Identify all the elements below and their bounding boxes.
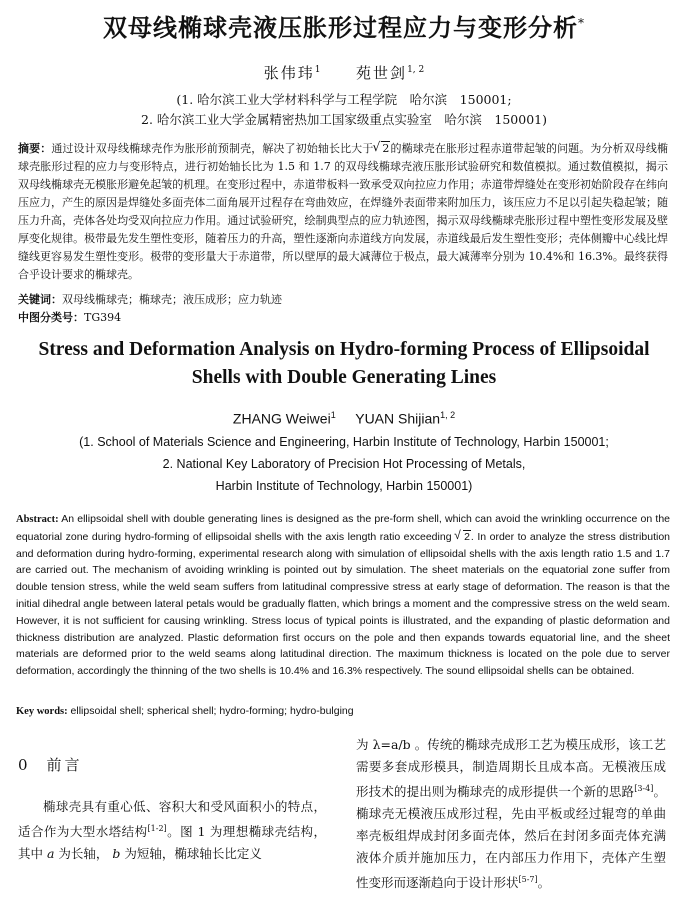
chinese-authors: 张伟玮$^1$ 苑世剑$^{1, 2}$ [263, 64, 425, 82]
chinese-affiliation-2: 2. 哈尔滨工业大学金属精密热加工国家级重点实验室 哈尔滨 150001) [141, 112, 547, 127]
chinese-abstract: 摘要：通过设计双母线椭球壳作为胀形前预制壳，解决了初始轴长比大于√ 2的椭球壳在胀形过程赤道带起皱的问题。为分析双母线椭球壳胀形过程的应力与变形特点，进行初始轴长比为 1.5 和 1.7 的双母线椭球壳液压胀形试验研究和数值模拟。通过数值模拟，揭示双母线椭球壳无模胀形避免起皱的机理。在变形过程中，赤道带板料一致承受双向拉应力作用；赤道带焊缝处在变形初始阶段存在纬向压应力，产生的原因是焊缝处多面壳体二面角展开过程存在弯曲效应，在焊缝外表面带来附加压力，该压应力不足以引起失稳起皱；随压力升高，壳体各处均受双向拉应力作用。通过试验研究，绘制典型点的应力轨迹图，揭示双母线椭球壳胀形过程中塑性变形发展及壁厚变化规律。极带最先发生塑性变形，随着压力的升高，塑性逐渐向赤道线方向发展，赤道线最后发生塑性变形；壳体侧瓣中心线比焊缝线更容易发生塑性变形。极带的变形量大于赤道带，所以壁厚的最大减薄位于极点，最大减薄率分别为 10.4%和 16.3%。最终获得合乎设计要求的椭球壳。 [18, 140, 668, 284]
body-left-column: 椭球壳具有重心低、容积大和受风面积小的特点，适合作为大型水塔结构[1-2]。图 1 为理想椭球壳结构，其中 a 为长轴， b 为短轴，椭球轴长比定义 [18, 799, 326, 862]
english-affiliation-3: Harbin Institute of Technology, Harbin 150001) [215, 479, 473, 493]
english-title: Stress and Deformation Analysis on Hydro-forming Process of Ellipsoidal Shells with Double Generating Lines [38, 339, 650, 388]
english-keywords: Key words: ellipsoidal shell; spherical shell; hydro-forming; hydro-bulging [16, 705, 354, 717]
english-affiliation-1: (1. School of Materials Science and Engineering, Harbin Institute of Technology, Harbin 150001; [79, 435, 609, 449]
body-right-column: 为 λ=a/b 。传统的椭球壳成形工艺为模压成形，该工艺需要多套成形模具，制造周期长且成本高。无模液压成形技术的提出则为椭球壳的成形提供一个新的思路[3-4]。椭球壳无模液压成形过程，先由平板或经过辊弯的单曲率壳板组焊成封闭多面壳体，然后在封闭多面壳体充满液体介质并施加压力，在内部压力作用下，壳体产生塑性变形而逐渐趋向于设计形状[5-7]。 [356, 737, 666, 891]
section-heading: 0 前言 [18, 756, 83, 774]
sqrt-symbol: √ 2 [373, 140, 390, 158]
chinese-title: 双母线椭球壳液压胀形过程应力与变形分析* [103, 13, 585, 42]
chinese-keywords: 关键词：双母线椭球壳；椭球壳；液压成形；应力轨迹 [18, 293, 282, 306]
sqrt-symbol: √ 2 [455, 529, 471, 546]
chinese-clc: 中图分类号：TG394 [18, 311, 122, 324]
english-authors: ZHANG Weiwei$^1$ YUAN Shijian$^{1, 2}$ [232, 410, 456, 427]
english-affiliation-2: 2. National Key Laboratory of Precision Hot Processing of Metals, [162, 457, 526, 471]
chinese-affiliation-1: (1. 哈尔滨工业大学材料科学与工程学院 哈尔滨 150001; [176, 92, 512, 107]
english-abstract: Abstract: An ellipsoidal shell with double generating lines is designed as the pre-form shell, which can avoid the wrinkling occurrence on the equatorial zone during hydro-forming of ellipsoidal shells with the axis length ratio exceeding √ 2. In order to analyze the stress distribution and deformation during hydro-forming, experimental research along with simulation of ellipsoidal shells with the axis length ratio 1.5 and 1.7 are carried out. The mechanism of avoiding wrinkling is pointed out by simulation. The sheet materials on the equatorial zone suffer from double tension stress, while the weld seam suffers from latitudinal compressive stress at early stage of deformation. The reason is that the initial dihedral angle between lateral petals would be gradually flatten, which brings a moment and the compressive stress on the weld seam. However, it is not sufficient for causing wrinkling. Stress locus of typical points is illustrated, and the expanding of plastic deformation and thickness distribution are analyzed. Plastic deformation first occurs on the pole and then expands towards equatorial line, and the sheet materials are deformed prior to the weld seams along latitudinal direction. The maximum thickness is located on the pole due to server deformation, accordingly the thinning of the two shells is 10.4% and 16.3% respectively. The sound ellipsoidal shells can be obtained. [16, 511, 670, 680]
